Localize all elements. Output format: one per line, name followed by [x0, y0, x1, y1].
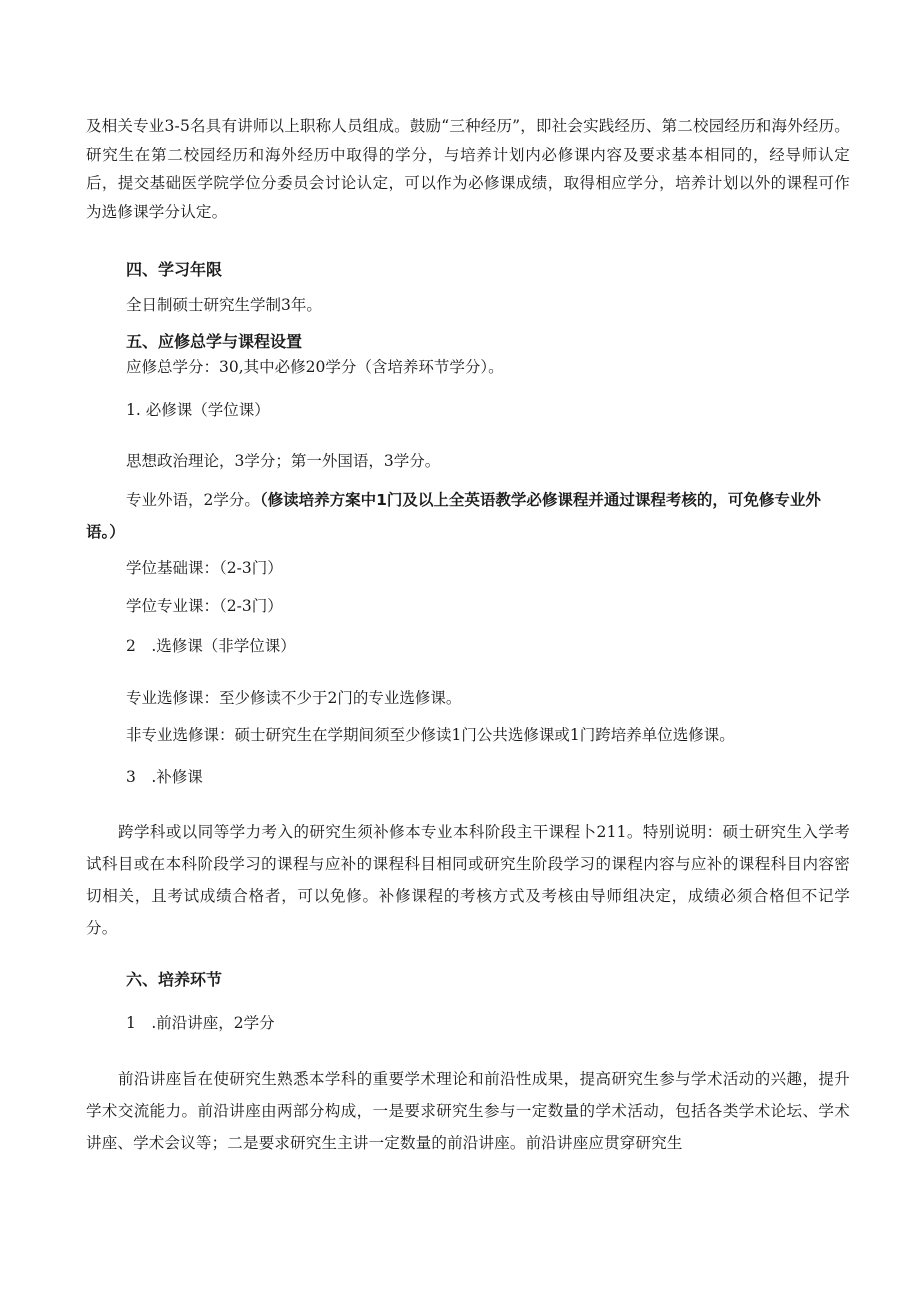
non-major-elective-text: 非专业选修课：硕士研究生在学期间须至少修读1门公共选修课或1门跨培养单位选修课。	[126, 726, 735, 744]
section-4-heading: 四、学习年限	[126, 260, 223, 279]
study-duration-text: 全日制硕士研究生学制3年。	[126, 296, 322, 314]
supplementary-paragraph: 跨学科或以同等学力考入的研究生须补修本专业本科阶段主干课程卜211。特别说明：硕士研究生入学考试科目或在本科阶段学习的课程与应补的课程科目相同或研究生阶段学习的课程内容与应补的课程科目内容密切相关，且考试成绩合格者，可以免修。补修课程的考核方式及考核由导师组决定，成绩必须合格但不记学分。	[86, 823, 850, 937]
lecture-title: 1 .前沿讲座，2学分	[126, 1014, 275, 1032]
lecture-paragraph: 前沿讲座旨在使研究生熟悉本学科的重要学术理论和前沿性成果，提高研究生参与学术活动的兴趣，提升学术交流能力。前沿讲座由两部分构成，一是要求研究生参与一定数量的学术活动，包括各类学术论坛、学术讲座、学术会议等；二是要求研究生主讲一定数量的前沿讲座。前沿讲座应贯穿研究生	[86, 1070, 850, 1152]
total-credits-text: 应修总学分：30,其中必修20学分（含培养环节学分）。	[126, 358, 504, 376]
section-6-heading: 六、培养环节	[126, 970, 223, 989]
major-courses-text: 学位专业课：（2-3门）	[126, 597, 283, 615]
elective-courses-title: 2 .选修课（非学位课）	[126, 637, 296, 655]
section-5-heading: 五、应修总学与课程设置	[126, 332, 303, 351]
major-elective-text: 专业选修课：至少修读不少于2门的专业选修课。	[126, 689, 462, 707]
basic-courses-text: 学位基础课：（2-3门）	[126, 559, 283, 577]
supplementary-courses-title: 3 .补修课	[126, 768, 203, 786]
required-courses-title: 1. 必修课（学位课）	[126, 401, 270, 419]
exemption-note: （修读培养方案中1门及以上全英语教学必修课程并通过课程考核的，可免修专业外语。）	[86, 491, 821, 541]
professional-english-text: 专业外语，2学分。	[126, 491, 260, 509]
politics-language-text: 思想政治理论，3学分；第一外国语，3学分。	[126, 452, 441, 470]
professional-english-block	[86, 484, 850, 548]
intro-paragraph: 及相关专业3-5名具有讲师以上职称人员组成。鼓励“三种经历”，即社会实践经历、第二校园经历和海外经历。研究生在第二校园经历和海外经历中取得的学分，与培养计划内必修课内容及要求基本相同的，经导师认定后，提交基础医学院学位分委员会讨论认定，可以作为必修课成绩，取得相应学分，培养计划以外的课程可作为选修课学分认定。	[86, 117, 851, 221]
